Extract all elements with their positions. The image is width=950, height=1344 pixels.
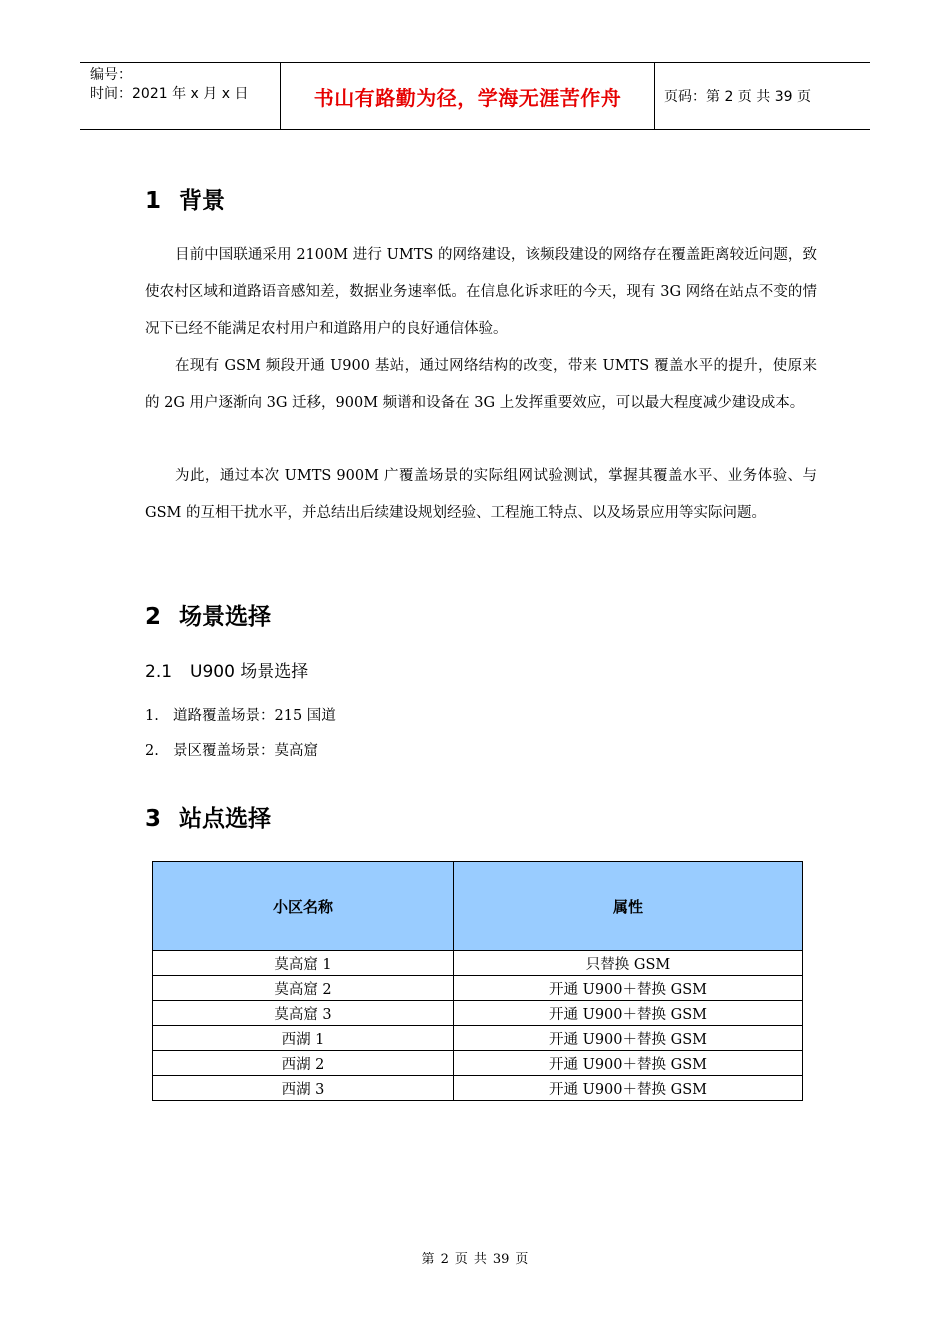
header-page-info: 页码：第 2 页 共 39 页 bbox=[664, 89, 811, 105]
subsection-heading-2-1 bbox=[145, 661, 308, 683]
cell-attribute: 开通 U900＋替换 GSM bbox=[454, 1076, 803, 1101]
table-row bbox=[153, 1001, 803, 1026]
cell-name: 西湖 3 bbox=[153, 1076, 454, 1101]
subsection-title: U900 场景选择 bbox=[190, 662, 309, 682]
footer-total-pages: 39 bbox=[492, 1252, 510, 1267]
section-number: 1 bbox=[145, 188, 162, 214]
section-heading-3 bbox=[145, 804, 271, 834]
header-date: 时间：2021 年 x 月 x 日 bbox=[90, 86, 249, 102]
header-meta bbox=[80, 63, 281, 129]
section-heading-1 bbox=[145, 186, 225, 216]
table-row bbox=[153, 1026, 803, 1051]
list-item-number: 2. bbox=[145, 743, 159, 759]
table-row bbox=[153, 1076, 803, 1101]
cell-attribute: 只替换 GSM bbox=[454, 951, 803, 976]
section-number: 3 bbox=[145, 806, 162, 832]
cell-name: 莫高窟 1 bbox=[153, 951, 454, 976]
section-number: 2 bbox=[145, 604, 162, 630]
footer-current-page: 2 bbox=[440, 1252, 449, 1267]
section-title: 站点选择 bbox=[179, 806, 271, 832]
list-item-text: 道路覆盖场景：215 国道 bbox=[173, 708, 336, 724]
column-header-cell-name: 小区名称 bbox=[153, 862, 454, 951]
section-title: 场景选择 bbox=[179, 604, 271, 630]
header-motto: 书山有路勤为径，学海无涯苦作舟 bbox=[281, 63, 655, 129]
paragraph-3: 为此，通过本次 UMTS 900M 广覆盖场景的实际组网试验测试，掌握其覆盖水平、业务体验、与 GSM 的互相干扰水平，并总结出后续建设规划经验、工程施工特点、以及场景应用等实际问题。 bbox=[145, 468, 817, 521]
cell-name: 莫高窟 2 bbox=[153, 976, 454, 1001]
subsection-number: 2.1 bbox=[145, 662, 173, 682]
column-header-attribute: 属性 bbox=[454, 862, 803, 951]
header-number-label: 编号： bbox=[90, 67, 132, 83]
footer-text: 共 bbox=[473, 1252, 487, 1267]
list-item-number: 1. bbox=[145, 708, 159, 724]
list-item bbox=[145, 741, 318, 761]
table-row bbox=[153, 951, 803, 976]
list-item-text: 景区覆盖场景：莫高窟 bbox=[173, 743, 318, 759]
cell-attribute: 开通 U900＋替换 GSM bbox=[454, 976, 803, 1001]
section-title: 背景 bbox=[179, 188, 225, 214]
footer-text: 页 bbox=[515, 1252, 529, 1267]
cell-attribute: 开通 U900＋替换 GSM bbox=[454, 1051, 803, 1076]
cell-attribute: 开通 U900＋替换 GSM bbox=[454, 1026, 803, 1051]
table-row bbox=[153, 1051, 803, 1076]
cell-attribute: 开通 U900＋替换 GSM bbox=[454, 1001, 803, 1026]
cell-name: 莫高窟 3 bbox=[153, 1001, 454, 1026]
page-header bbox=[80, 62, 870, 130]
section-heading-2 bbox=[145, 602, 271, 632]
paragraph-1: 目前中国联通采用 2100M 进行 UMTS 的网络建设，该频段建设的网络存在覆盖距离较近问题，致使农村区域和道路语音感知差，数据业务速率低。在信息化诉求旺的今天，现有 3G 网络在站点不变的情况下已经不能满足农村用户和道路用户的良好通信体验。 bbox=[145, 247, 817, 337]
table-row bbox=[153, 976, 803, 1001]
cell-name: 西湖 2 bbox=[153, 1051, 454, 1076]
page-footer bbox=[0, 1248, 950, 1267]
list-item bbox=[145, 706, 336, 726]
site-table bbox=[152, 861, 803, 1101]
paragraph-2: 在现有 GSM 频段开通 U900 基站，通过网络结构的改变，带来 UMTS 覆盖水平的提升，使原来的 2G 用户逐渐向 3G 迁移，900M 频谱和设备在 3G 上发挥重要效应，可以最大程度减少建设成本。 bbox=[145, 358, 817, 411]
table-header-row bbox=[153, 862, 803, 951]
cell-name: 西湖 1 bbox=[153, 1026, 454, 1051]
footer-text: 第 bbox=[421, 1252, 435, 1267]
footer-text: 页 bbox=[454, 1252, 468, 1267]
